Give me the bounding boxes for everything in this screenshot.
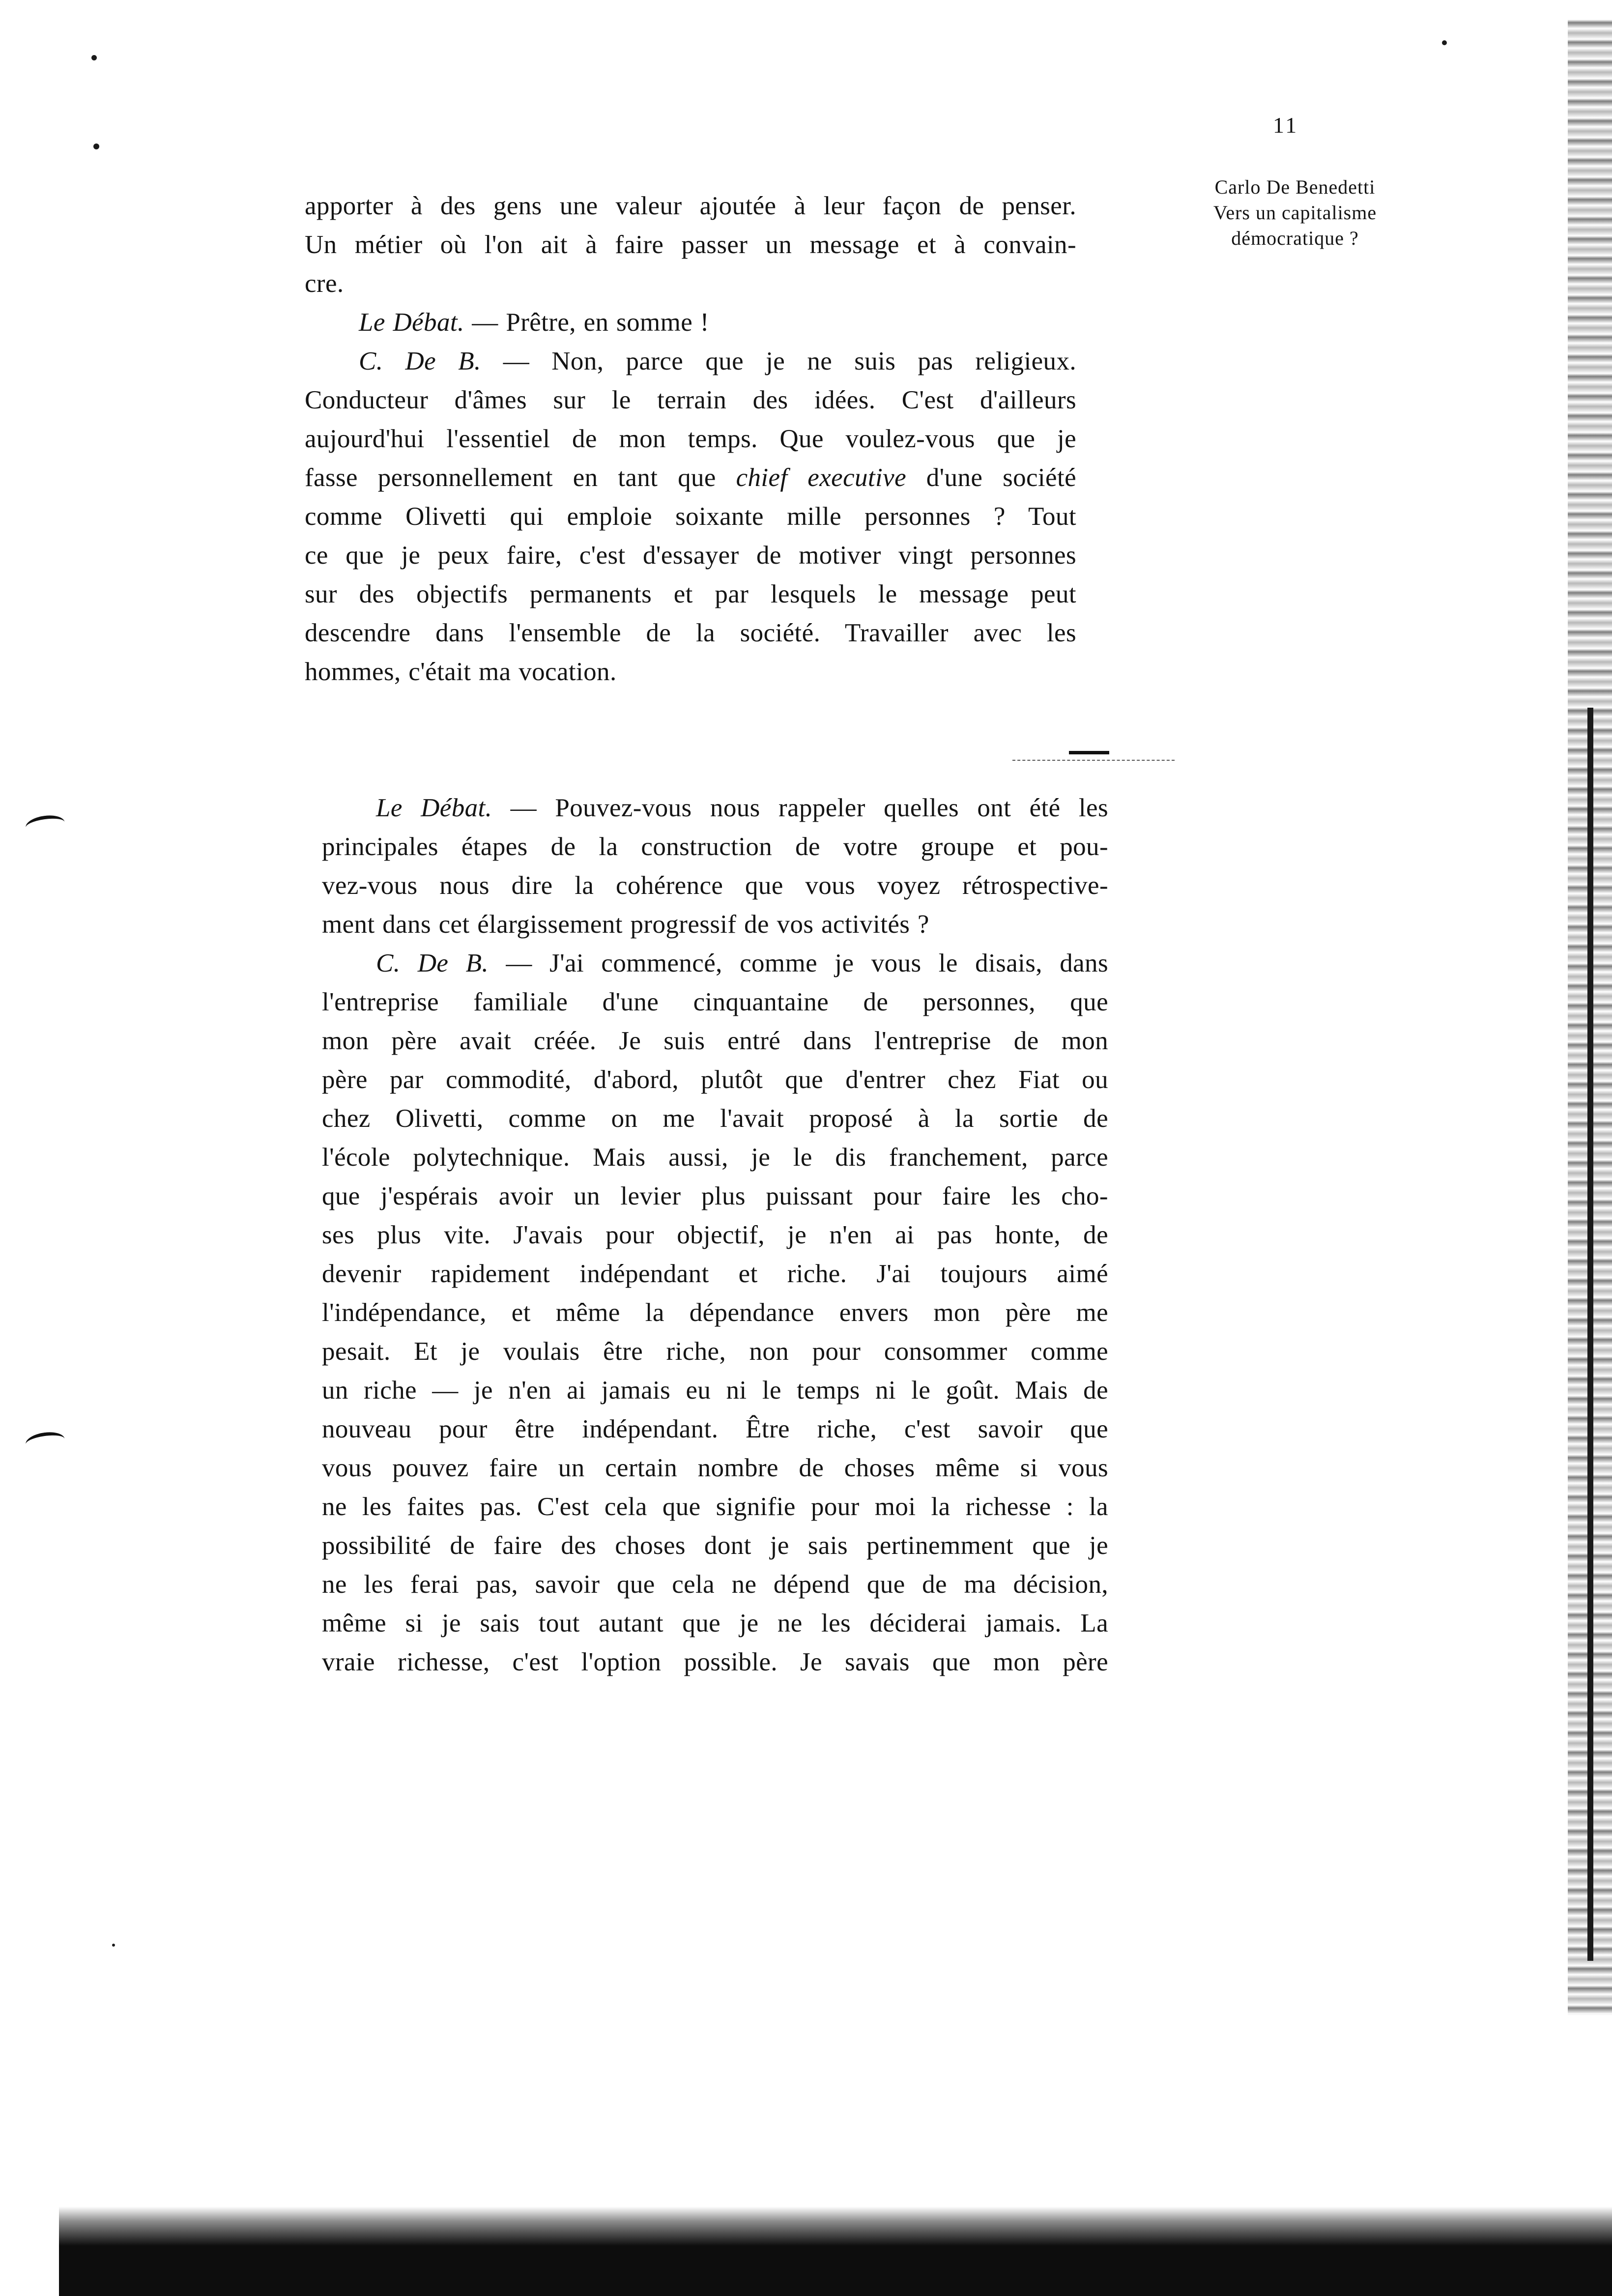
- text-line: devenir rapidement indépendant et riche. J'ai toujours aimé: [322, 1260, 1108, 1288]
- text-line: ce que je peux faire, c'est d'essayer de motiver vingt personnes: [305, 541, 1076, 570]
- text-line: l'entreprise familiale d'une cinquantaine de personnes, que: [322, 988, 1108, 1016]
- speaker-label-interviewer: Le Débat.: [376, 794, 492, 822]
- scan-edge-shadow: [1568, 20, 1612, 2015]
- text-line: aujourd'hui l'essentiel de mon temps. Que voulez-vous que je: [305, 425, 1076, 453]
- running-head-title-cont: démocratique ?: [1231, 227, 1359, 249]
- page-number: 11: [1273, 113, 1299, 138]
- text-line: chez Olivetti, comme on me l'avait proposé à la sortie de: [322, 1104, 1108, 1133]
- running-head-title: Vers un capitalisme: [1213, 201, 1377, 224]
- text-line: Conducteur d'âmes sur le terrain des idées. C'est d'ailleurs: [305, 386, 1076, 414]
- text-line: vous pouvez faire un certain nombre de choses même si vous: [322, 1454, 1108, 1482]
- speaker-label-interviewer: Le Débat.: [359, 308, 464, 337]
- scan-speck: [91, 55, 97, 60]
- divider-dash: [1069, 751, 1109, 754]
- text-line: apporter à des gens une valeur ajoutée à leur façon de penser.: [305, 192, 1076, 220]
- section-divider: [1012, 751, 1175, 761]
- text-line: que j'espérais avoir un levier plus puissant pour faire les cho-: [322, 1182, 1108, 1210]
- scan-speck: [93, 144, 99, 149]
- text-line: ne les ferai pas, savoir que cela ne dépend que de ma décision,: [322, 1570, 1108, 1599]
- scan-edge-line: [1587, 708, 1593, 1961]
- speaker-label-interviewee: C. De B.: [359, 347, 481, 375]
- text-line: l'indépendance, et même la dépendance envers mon père me: [322, 1298, 1108, 1327]
- running-head: [1175, 174, 1415, 251]
- text-line: l'école polytechnique. Mais aussi, je le dis franchement, parce: [322, 1143, 1108, 1172]
- divider-rule: [1012, 760, 1175, 761]
- text-line: descendre dans l'ensemble de la société. Travailler avec les: [305, 619, 1076, 647]
- interview-text-new-section: [322, 789, 1108, 1682]
- text-line: pesait. Et je voulais être riche, non pour consommer comme: [322, 1337, 1108, 1366]
- text-line: sur des objectifs permanents et par lesquels le message peut: [305, 580, 1076, 608]
- text-line: vez-vous nous dire la cohérence que vous voyez rétrospective-: [322, 871, 1108, 900]
- interview-text-continued: [305, 187, 1076, 691]
- interviewer-question: Le Débat. — Prêtre, en somme !: [359, 308, 709, 337]
- margin-bracket-mark: [25, 813, 66, 837]
- text-line: ment dans cet élargissement progressif de vos activités ?: [322, 910, 929, 939]
- text-line: ses plus vite. J'avais pour objectif, je n'en ai pas honte, de: [322, 1221, 1108, 1249]
- text-line: mon père avait créée. Je suis entré dans l'entreprise de mon: [322, 1027, 1108, 1055]
- interviewee-answer: C. De B. — J'ai commencé, comme je vous le disais, dans: [376, 949, 1108, 977]
- scan-speck: [112, 1944, 115, 1947]
- text-line: possibilité de faire des choses dont je sais pertinemment que je: [322, 1531, 1108, 1560]
- interviewee-answer: C. De B. — Non, parce que je ne suis pas religieux.: [359, 347, 1076, 375]
- text-line: nouveau pour être indépendant. Être riche, c'est savoir que: [322, 1415, 1108, 1443]
- text-line: père par commodité, d'abord, plutôt que d'entrer chez Fiat ou: [322, 1065, 1108, 1094]
- text-line: comme Olivetti qui emploie soixante mille personnes ? Tout: [305, 502, 1076, 531]
- scan-speck: [1442, 40, 1447, 45]
- text-line: hommes, c'était ma vocation.: [305, 658, 617, 686]
- scan-bottom-shadow: [59, 2207, 1612, 2296]
- margin-bracket-mark: [25, 1430, 66, 1454]
- text-line: Un métier où l'on ait à faire passer un message et à convain-: [305, 230, 1076, 259]
- text-line: ne les faites pas. C'est cela que signifie pour moi la richesse : la: [322, 1492, 1108, 1521]
- text-line: même si je sais tout autant que je ne les déciderai jamais. La: [322, 1609, 1108, 1637]
- text-line: fasse personnellement en tant que chief executive d'une société: [305, 463, 1077, 492]
- interviewer-question: Le Débat. — Pouvez-vous nous rappeler quelles ont été les: [376, 794, 1108, 822]
- emphasis-text: chief executive: [736, 463, 906, 492]
- running-head-author: Carlo De Benedetti: [1214, 176, 1376, 198]
- speaker-label-interviewee: C. De B.: [376, 949, 489, 977]
- text-line: principales étapes de la construction de votre groupe et pou-: [322, 832, 1108, 861]
- text-line: cre.: [305, 269, 344, 298]
- text-line: vraie richesse, c'est l'option possible. Je savais que mon père: [322, 1648, 1108, 1676]
- text-line: un riche — je n'en ai jamais eu ni le temps ni le goût. Mais de: [322, 1376, 1108, 1405]
